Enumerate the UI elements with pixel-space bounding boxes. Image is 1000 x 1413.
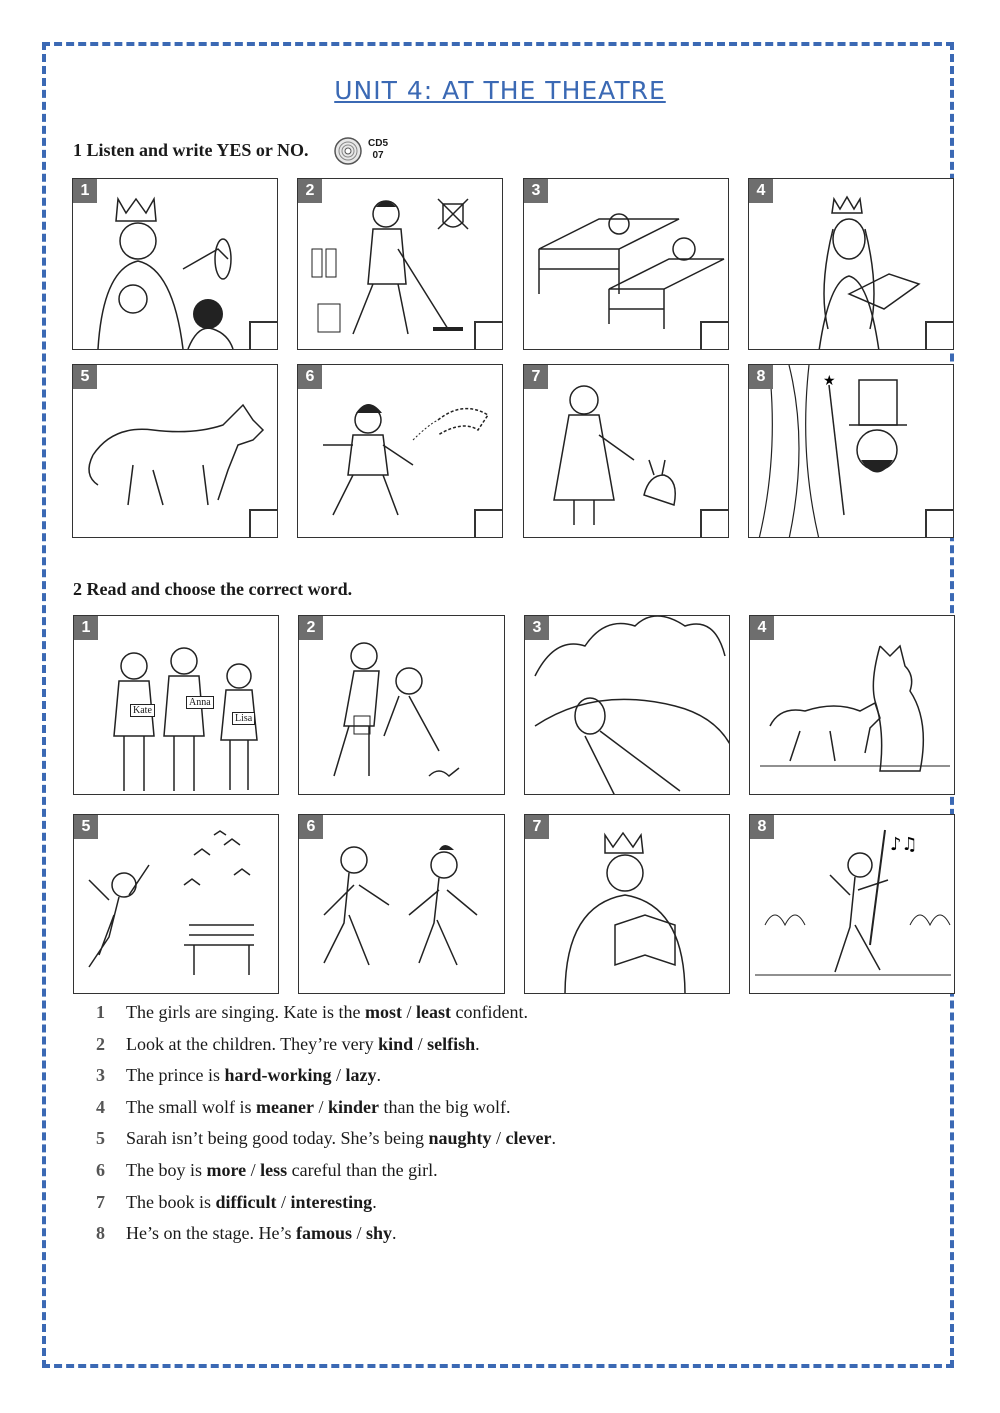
option-word[interactable]: shy: [366, 1223, 393, 1244]
ex1-picture-2: [297, 178, 503, 350]
egg-and-spoon-race-illustration: [299, 815, 505, 994]
sentence-list: [96, 998, 556, 1251]
beds-illustration: [524, 179, 729, 350]
option-word[interactable]: least: [415, 1002, 451, 1022]
option-word[interactable]: interesting: [290, 1191, 373, 1212]
ex1-picture-3: [523, 178, 729, 350]
answer-box[interactable]: [249, 321, 278, 350]
sentence: 1 The girls are singing. Kate is the most / least confident.: [96, 998, 556, 1030]
sentence: 6 The boy is more / less careful than the girl.: [96, 1156, 556, 1188]
name-tag-lisa: Lisa: [232, 712, 255, 725]
sentence: 3 The prince is hard-working / lazy.: [96, 1061, 556, 1093]
prince-mopping-illustration: [298, 179, 503, 350]
wolves-illustration: [750, 616, 955, 795]
ex2-picture-2: [298, 615, 505, 795]
picture-number: 2: [298, 179, 322, 203]
sentence-number: 4: [96, 1096, 105, 1117]
singer-on-stage-illustration: [750, 815, 955, 994]
sentence: 4 The small wolf is meaner / kinder than the big wolf.: [96, 1093, 556, 1125]
answer-box[interactable]: [700, 509, 729, 538]
option-word[interactable]: hard-working: [224, 1065, 332, 1086]
ex2-picture-7: [524, 814, 730, 994]
sentence-number: 2: [96, 1033, 105, 1054]
picture-number: 5: [73, 365, 97, 389]
sentence-number: 6: [96, 1159, 105, 1180]
girls-singing-illustration: [74, 616, 279, 795]
king-reading-illustration: [525, 815, 730, 994]
ex1-picture-8: [748, 364, 954, 538]
option-word[interactable]: clever: [505, 1128, 552, 1149]
name-tag-anna: Anna: [186, 696, 214, 709]
sentence-number: 7: [96, 1191, 105, 1212]
exercise-2-heading: 2 Read and choose the correct word.: [73, 579, 353, 599]
picture-number: 7: [525, 815, 549, 839]
option-word[interactable]: famous: [295, 1223, 352, 1244]
option-word[interactable]: difficult: [215, 1191, 277, 1212]
sentence: 7 The book is difficult / interesting.: [96, 1188, 556, 1220]
sentence: 8 He’s on the stage. He’s famous / shy.: [96, 1219, 556, 1251]
ex1-picture-1: [72, 178, 278, 350]
picture-number: 1: [73, 179, 97, 203]
option-word[interactable]: kind: [378, 1033, 414, 1054]
picture-number: 8: [749, 365, 773, 389]
sentence-number: 5: [96, 1128, 105, 1149]
answer-box[interactable]: [700, 321, 729, 350]
picture-number: 7: [524, 365, 548, 389]
svg-text:♪♫: ♪♫: [890, 834, 918, 855]
cd-number: CD5: [368, 138, 389, 149]
wolf-illustration: [73, 365, 278, 538]
exercise-1-heading: 1 Listen and write YES or NO.: [73, 140, 309, 160]
picture-number: 5: [74, 815, 98, 839]
option-word[interactable]: more: [206, 1159, 247, 1180]
picture-number: 8: [750, 815, 774, 839]
ex2-picture-1: [73, 615, 279, 795]
answer-box[interactable]: [925, 321, 954, 350]
ex2-picture-3: [524, 615, 730, 795]
answer-box[interactable]: [474, 509, 503, 538]
cd-track-label: [368, 138, 388, 162]
ex1-picture-5: [72, 364, 278, 538]
prince-sleeping-illustration: [525, 616, 730, 795]
ex2-picture-8: [749, 814, 955, 994]
picture-number: 1: [74, 616, 98, 640]
track-number: 07: [372, 150, 384, 161]
ex1-picture-4: [748, 178, 954, 350]
answer-box[interactable]: [474, 321, 503, 350]
picture-number: 4: [749, 179, 773, 203]
svg-text:★: ★: [823, 373, 836, 389]
sentence-number: 8: [96, 1223, 105, 1244]
name-tag-kate: Kate: [130, 704, 155, 717]
sentence: 5 Sarah isn’t being good today. She’s being naughty / clever.: [96, 1124, 556, 1156]
page-title: UNIT 4: AT THE THEATRE: [334, 76, 666, 105]
answer-box[interactable]: [925, 509, 954, 538]
option-word[interactable]: selfish: [427, 1033, 476, 1054]
picture-number: 3: [525, 616, 549, 640]
picture-number: 6: [299, 815, 323, 839]
answer-box[interactable]: [249, 509, 278, 538]
ex1-picture-6: [297, 364, 503, 538]
option-word[interactable]: naughty: [428, 1128, 492, 1149]
boy-and-dragon-illustration: [298, 365, 503, 538]
sentence: 2 Look at the children. They’re very kind / selfish.: [96, 1030, 556, 1062]
ex1-picture-7: [523, 364, 729, 538]
option-word[interactable]: kinder: [327, 1096, 379, 1117]
girl-and-birds-illustration: [74, 815, 279, 994]
option-word[interactable]: less: [260, 1159, 288, 1180]
children-feeding-bird-illustration: [299, 616, 505, 795]
option-word[interactable]: most: [364, 1002, 402, 1022]
princess-reading-illustration: [749, 179, 954, 350]
picture-number: 3: [524, 179, 548, 203]
ex2-picture-5: [73, 814, 279, 994]
ex2-picture-4: [749, 615, 955, 795]
picture-number: 6: [298, 365, 322, 389]
picture-number: 2: [299, 616, 323, 640]
magician-illustration: [749, 365, 954, 538]
picture-number: 4: [750, 616, 774, 640]
sentence-number: 3: [96, 1065, 105, 1086]
girl-and-rabbit-illustration: [524, 365, 729, 538]
cd-disc-icon: [333, 136, 363, 166]
sentence-number: 1: [96, 1002, 105, 1022]
option-word[interactable]: meaner: [255, 1096, 314, 1117]
option-word[interactable]: lazy: [345, 1065, 377, 1086]
ex2-picture-6: [298, 814, 505, 994]
king-illustration: [73, 179, 278, 350]
